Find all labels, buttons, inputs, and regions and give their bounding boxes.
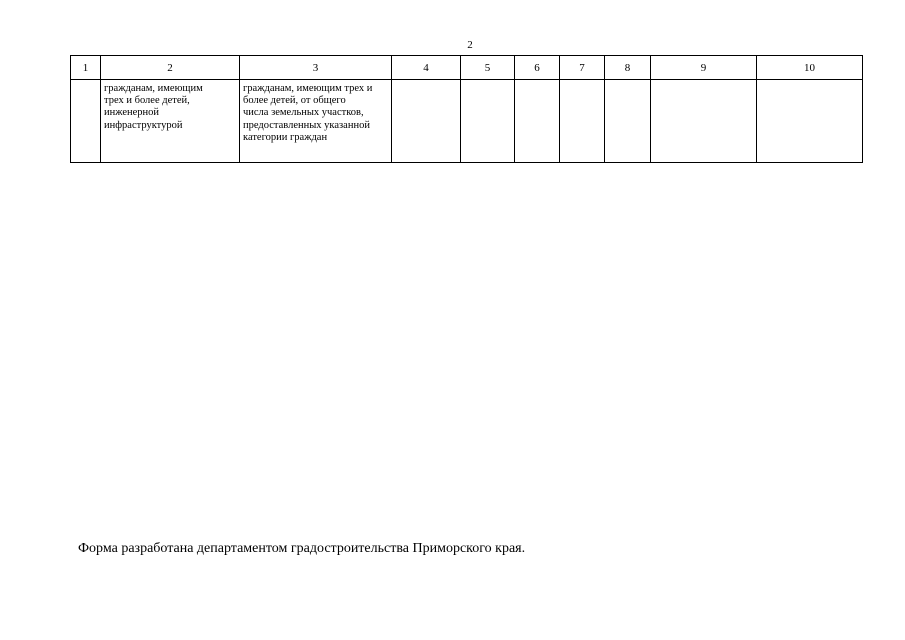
table-header-row	[71, 56, 863, 80]
column-header-3: 3	[240, 56, 392, 80]
column-header-2: 2	[101, 56, 240, 80]
table-cell-col-9	[651, 80, 757, 163]
column-header-6: 6	[515, 56, 560, 80]
data-table	[70, 55, 863, 163]
column-header-10: 10	[757, 56, 863, 80]
column-header-9: 9	[651, 56, 757, 80]
column-header-1: 1	[71, 56, 101, 80]
column-header-4: 4	[392, 56, 461, 80]
table-cell-col-8	[605, 80, 651, 163]
table-cell-col-10	[757, 80, 863, 163]
column-header-8: 8	[605, 56, 651, 80]
table-cell-col-1	[71, 80, 101, 163]
table-cell-col-5	[461, 80, 515, 163]
column-header-5: 5	[461, 56, 515, 80]
table-cell-col-6	[515, 80, 560, 163]
table-cell-col-4	[392, 80, 461, 163]
table-cell-col-3: гражданам, имеющим трех и более детей, от общего числа земельных участков, предоставленных указанной категории граждан	[240, 80, 392, 163]
page-number: 2	[467, 39, 473, 51]
table-row	[71, 80, 863, 163]
table-cell-col-2: гражданам, имеющим трех и более детей, инженерной инфраструктурой	[101, 80, 240, 163]
table-cell-col-7	[560, 80, 605, 163]
column-header-7: 7	[560, 56, 605, 80]
footer-note: Форма разработана департаментом градостроительства Приморского края.	[78, 541, 526, 556]
